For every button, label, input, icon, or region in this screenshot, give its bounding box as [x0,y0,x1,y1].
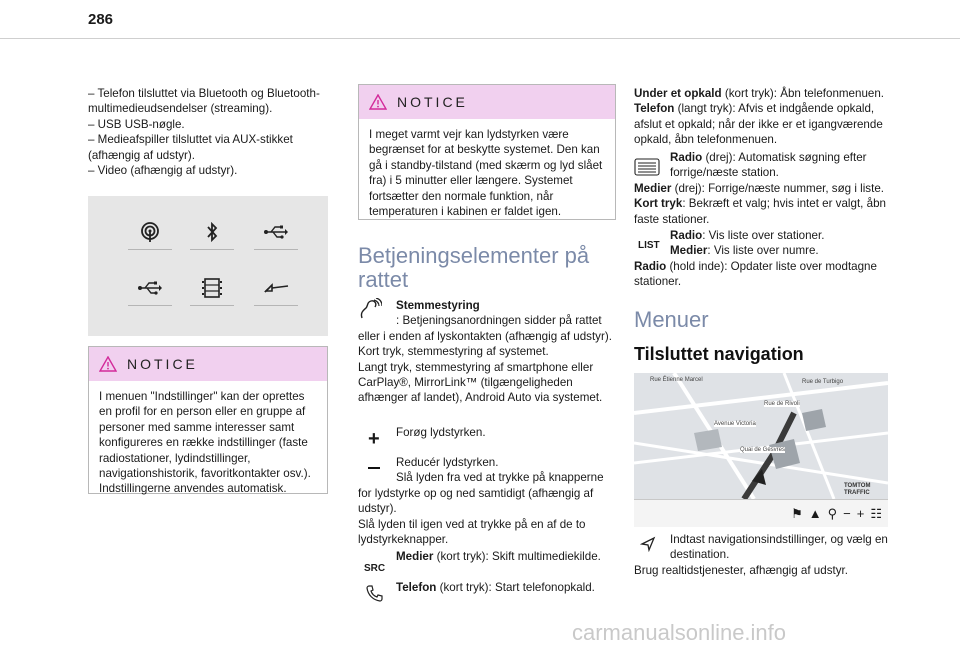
notice-header [359,85,615,119]
src-text: (kort tryk): Skift multimediekilde. [433,550,601,563]
phone-block [358,580,616,595]
short-press-text: : Bekræft et valg; hvis intet er valgt, åbn faste stationer. [634,197,886,226]
telephone-label: Telefon [634,102,675,116]
volume-down-text: Reducér lydstyrken. [396,456,499,469]
phone-icon [366,584,384,606]
bluetooth-icon [190,214,234,250]
notice-title: NOTICE [397,94,468,110]
top-divider [0,38,960,39]
zoom-out-icon[interactable]: − [843,506,851,521]
hold-text: (hold inde): Opdater liste over modtagne stationer. [634,259,877,289]
source-icons-panel [88,196,328,336]
plus-icon: + [368,428,380,450]
compass-icon[interactable]: ▲ [808,506,822,521]
voice-command-icon [358,298,382,324]
nav-text: Brug realtidstjenester, afhængig af udstyr. [634,563,848,577]
src-label: Medier [396,550,434,563]
notice-header [89,347,327,381]
call-text: (kort tryk): Åbn telefonmenuen. [721,87,885,100]
list-media-label: Medier [670,244,708,258]
list-item: – Video (afhængig af udstyr). [88,164,238,178]
call-block [634,86,894,148]
map-street-label: Rue Étienne Marcel [650,377,703,383]
notice-text: I meget varmt vejr kan lydstyrken være begrænset for at beskytte systemet. Den kan gå i standby-tilstand (med skærm og lyd slået fra) i 5 minutter eller længere. Systemet fortsætter den normale funktion, når temperaturen i kabinen er faldet igen. [369,128,603,219]
call-label: Under et opkald [634,87,722,100]
voice-text: Kort tryk, stemmestyring af systemet. [358,345,549,359]
notice-title: NOTICE [127,356,198,372]
src-icon: SRC [364,563,386,574]
list-radio-text: : Vis liste over stationer. [702,229,825,242]
voice-label: Stemmestyring [396,299,480,312]
media-text: (drej): Forrige/næste nummer, søg i liste. [671,181,884,195]
thumbwheel-icon [634,158,660,180]
connection-list [88,86,328,178]
list-radio-label: Radio [670,229,703,242]
navigation-map-screenshot [634,373,888,527]
section-heading-connected-navigation: Tilsluttet navigation [634,344,804,364]
phone-label: Telefon [396,581,437,594]
nav-text: Indtast navigationsindstillinger, og vælg en destination. [670,533,888,562]
map-toolbar [634,499,888,527]
settings-icon[interactable]: ☷ [870,505,882,521]
notice-text: I menuen "Indstillinger" kan der oprettes en profil for en person eller en gruppe af personer med samme interesser samt konfigureres en række indstillinger (faste radiostationer, lydindstillinger, navigationshistorik, favoritkontakter osv.). Indstillingerne anvendes automatisk. [99,390,311,496]
radio-text: (drej): Automatisk søgning efter forrige/næste station. [670,151,867,180]
map-street-label: Quai de Gesvres [740,447,786,453]
warning-icon [369,94,387,110]
list-item: – Medieafspiller tilsluttet via AUX-stikket (afhængig af udstyr). [88,133,293,162]
short-press-label: Kort tryk [634,197,683,211]
list-block [634,228,894,290]
watermark: carmanualsonline.info [572,620,787,645]
radio-label: Radio [670,151,703,164]
src-block [358,549,616,574]
voice-text: : Betjeningsanordningen sidder på rattet eller i enden af lyskontakten (afhængig af udstyr). [358,314,612,343]
list-icon: LIST [638,240,660,251]
nav-info-block [634,532,894,578]
usb-icon [254,214,298,250]
notice-box-profiles [88,346,328,494]
map-brand: TOMTOM TRAFFIC [844,483,871,496]
aux-jack-icon [254,270,298,306]
notice-box-temperature [358,84,616,220]
media-label: Medier [634,181,672,195]
volume-up-text: Forøg lydstyrken. [396,426,486,439]
flag-icon[interactable]: ⚑ [791,505,803,521]
list-media-text: : Vis liste over numre. [707,244,819,258]
list-item: – Telefon tilsluttet via Bluetooth og Bluetooth-multimedieudsendelser (streaming). [88,87,320,116]
page-number: 286 [88,11,114,28]
list-item: – USB USB-nøgle. [88,117,185,131]
video-icon [190,270,234,306]
telephone-text: (langt tryk): Afvis et indgående opkald, afslut et opkald; når der ikke er et igangværende opkald, åbn telefonmenuen. [634,102,883,147]
navigation-icon [640,536,656,556]
volume-down-text: Slå lyden til igen ved at trykke på en af de to lydstyrkeknapper. [358,517,586,547]
search-icon[interactable]: ⚲ [827,505,838,521]
zoom-in-icon[interactable]: + [856,506,865,521]
usb-icon [128,270,172,306]
map-street-label: Avenue Victoria [714,421,756,427]
map-street-label: Rue de Rivoli [764,401,800,407]
section-heading-menus: Menuer [634,307,709,332]
map-street-label: Rue de Turbigo [802,379,844,385]
section-heading-steering-controls: Betjeningselementer på rattet [358,243,590,292]
volume-up-block [358,425,616,450]
warning-icon [99,356,117,372]
radio-rotary-block [634,150,894,227]
wireless-icon [128,214,172,250]
hold-label: Radio [634,259,667,273]
volume-down-block [358,455,616,547]
phone-text: (kort tryk): Start telefonopkald. [436,581,595,594]
voice-text: Langt tryk, stemmestyring af smartphone eller CarPlay®, MirrorLink™ (tilgængeligheden afhænger af landet), Android Auto via systemet. [358,360,603,405]
minus-icon [368,467,380,469]
volume-down-text: Slå lyden fra ved at trykke på knapperne for lydstyrke op og ned samtidigt (afhængig af udstyr). [358,471,604,516]
voice-control-block [358,298,616,406]
